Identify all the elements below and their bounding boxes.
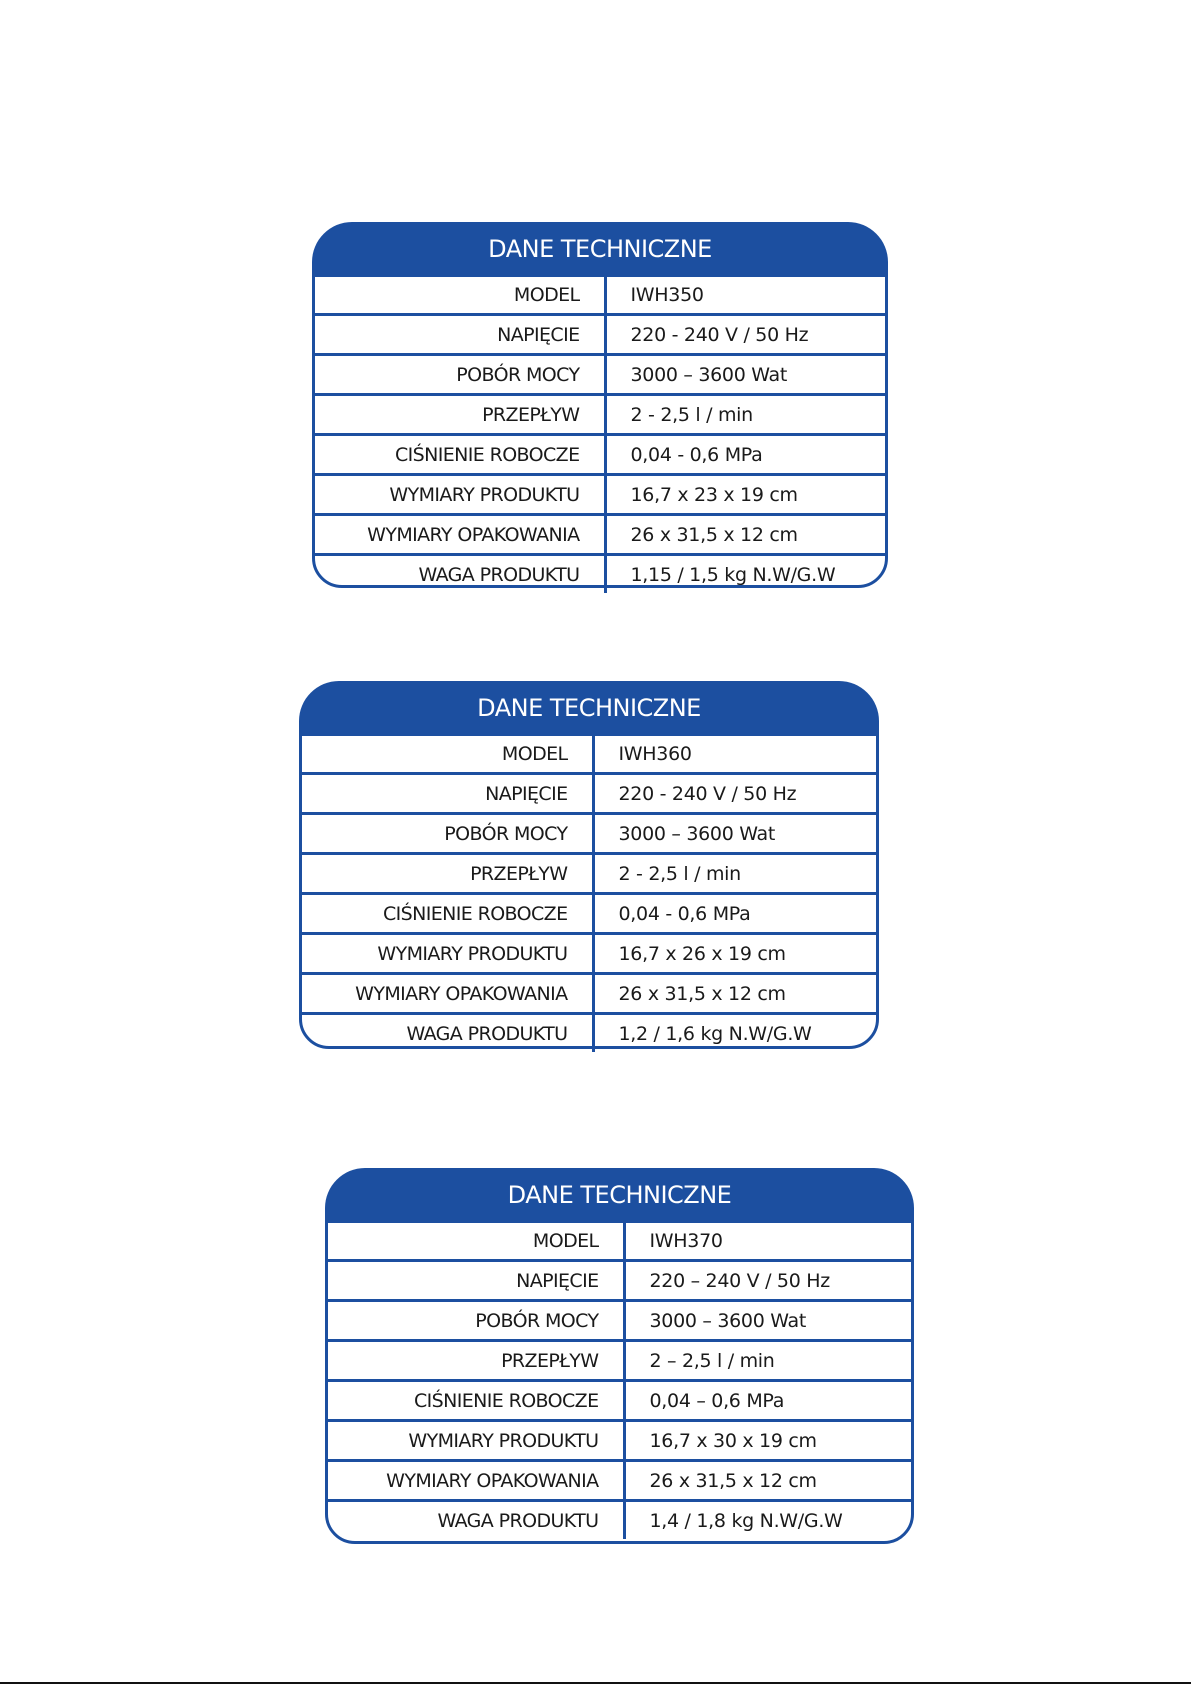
row-label: PRZEPŁYW bbox=[315, 395, 605, 435]
table-row bbox=[328, 1301, 911, 1341]
row-value: 16,7 x 26 x 19 cm bbox=[593, 934, 876, 974]
row-value: 26 x 31,5 x 12 cm bbox=[605, 515, 885, 555]
row-value: IWH360 bbox=[618, 742, 692, 765]
card-title: DANE TECHNICZNE bbox=[312, 222, 888, 277]
spec-card-iwh350 bbox=[312, 235, 888, 588]
row-value: 3000 – 3600 Wat bbox=[624, 1301, 911, 1341]
row-value: 1,4 / 1,8 kg N.W/G.W bbox=[624, 1501, 911, 1540]
table-row bbox=[302, 735, 876, 774]
card-title: DANE TECHNICZNE bbox=[325, 1168, 914, 1223]
row-label: NAPIĘCIE bbox=[315, 315, 605, 355]
row-value: 2 - 2,5 l / min bbox=[593, 854, 876, 894]
table-row bbox=[315, 355, 885, 395]
row-value: 3000 – 3600 Wat bbox=[593, 814, 876, 854]
row-value: 16,7 x 23 x 19 cm bbox=[605, 475, 885, 515]
row-value: IWH350 bbox=[630, 283, 704, 306]
row-value: 0,04 - 0,6 MPa bbox=[605, 435, 885, 475]
table-row bbox=[328, 1421, 911, 1461]
row-label: PRZEPŁYW bbox=[302, 854, 593, 894]
row-value: 220 - 240 V / 50 Hz bbox=[605, 315, 885, 355]
row-label: NAPIĘCIE bbox=[328, 1261, 624, 1301]
table-row bbox=[328, 1341, 911, 1381]
row-label: NAPIĘCIE bbox=[302, 774, 593, 814]
table-row bbox=[302, 1014, 876, 1053]
table-row bbox=[315, 515, 885, 555]
spec-table bbox=[315, 276, 885, 593]
table-row bbox=[315, 315, 885, 355]
row-value: 220 - 240 V / 50 Hz bbox=[593, 774, 876, 814]
row-label: MODEL bbox=[328, 1222, 624, 1261]
table-row bbox=[315, 475, 885, 515]
row-value: 26 x 31,5 x 12 cm bbox=[624, 1461, 911, 1501]
row-label: PRZEPŁYW bbox=[328, 1341, 624, 1381]
row-label: POBÓR MOCY bbox=[302, 814, 593, 854]
row-value: 1,15 / 1,5 kg N.W/G.W bbox=[605, 555, 885, 594]
row-label: WAGA PRODUKTU bbox=[315, 555, 605, 594]
row-value: 26 x 31,5 x 12 cm bbox=[593, 974, 876, 1014]
row-label: POBÓR MOCY bbox=[328, 1301, 624, 1341]
row-value: IWH370 bbox=[649, 1229, 723, 1252]
row-label: POBÓR MOCY bbox=[315, 355, 605, 395]
table-row bbox=[302, 894, 876, 934]
row-value: 16,7 x 30 x 19 cm bbox=[624, 1421, 911, 1461]
spec-card-iwh370 bbox=[325, 1181, 914, 1544]
table-row bbox=[328, 1261, 911, 1301]
spec-table bbox=[328, 1222, 911, 1539]
row-label: WYMIARY OPAKOWANIA bbox=[328, 1461, 624, 1501]
table-row bbox=[315, 276, 885, 315]
page-bottom-rule bbox=[0, 1682, 1191, 1684]
row-label: WYMIARY PRODUKTU bbox=[328, 1421, 624, 1461]
table-row bbox=[302, 934, 876, 974]
table-row bbox=[315, 395, 885, 435]
table-row bbox=[302, 974, 876, 1014]
table-row bbox=[302, 854, 876, 894]
card-title: DANE TECHNICZNE bbox=[299, 681, 879, 736]
table-row bbox=[302, 774, 876, 814]
table-row bbox=[328, 1222, 911, 1261]
row-label: MODEL bbox=[302, 735, 593, 774]
table-row bbox=[315, 435, 885, 475]
row-value: 2 - 2,5 l / min bbox=[605, 395, 885, 435]
row-label: CIŚNIENIE ROBOCZE bbox=[328, 1381, 624, 1421]
row-label: MODEL bbox=[315, 276, 605, 315]
row-label: CIŚNIENIE ROBOCZE bbox=[315, 435, 605, 475]
table-row bbox=[302, 814, 876, 854]
row-label: CIŚNIENIE ROBOCZE bbox=[302, 894, 593, 934]
row-label: WAGA PRODUKTU bbox=[328, 1501, 624, 1540]
row-value: 2 – 2,5 l / min bbox=[624, 1341, 911, 1381]
row-label: WYMIARY PRODUKTU bbox=[315, 475, 605, 515]
row-label: WYMIARY OPAKOWANIA bbox=[315, 515, 605, 555]
row-label: WYMIARY PRODUKTU bbox=[302, 934, 593, 974]
table-row bbox=[328, 1501, 911, 1540]
row-value: 0,04 - 0,6 MPa bbox=[593, 894, 876, 934]
table-row bbox=[328, 1381, 911, 1421]
spec-card-iwh360 bbox=[299, 694, 879, 1049]
row-label: WAGA PRODUKTU bbox=[302, 1014, 593, 1053]
row-value: 1,2 / 1,6 kg N.W/G.W bbox=[593, 1014, 876, 1053]
row-value: 220 – 240 V / 50 Hz bbox=[624, 1261, 911, 1301]
row-value: 0,04 – 0,6 MPa bbox=[624, 1381, 911, 1421]
spec-table bbox=[302, 735, 876, 1052]
row-value: 3000 – 3600 Wat bbox=[605, 355, 885, 395]
table-row bbox=[328, 1461, 911, 1501]
table-row bbox=[315, 555, 885, 594]
row-label: WYMIARY OPAKOWANIA bbox=[302, 974, 593, 1014]
